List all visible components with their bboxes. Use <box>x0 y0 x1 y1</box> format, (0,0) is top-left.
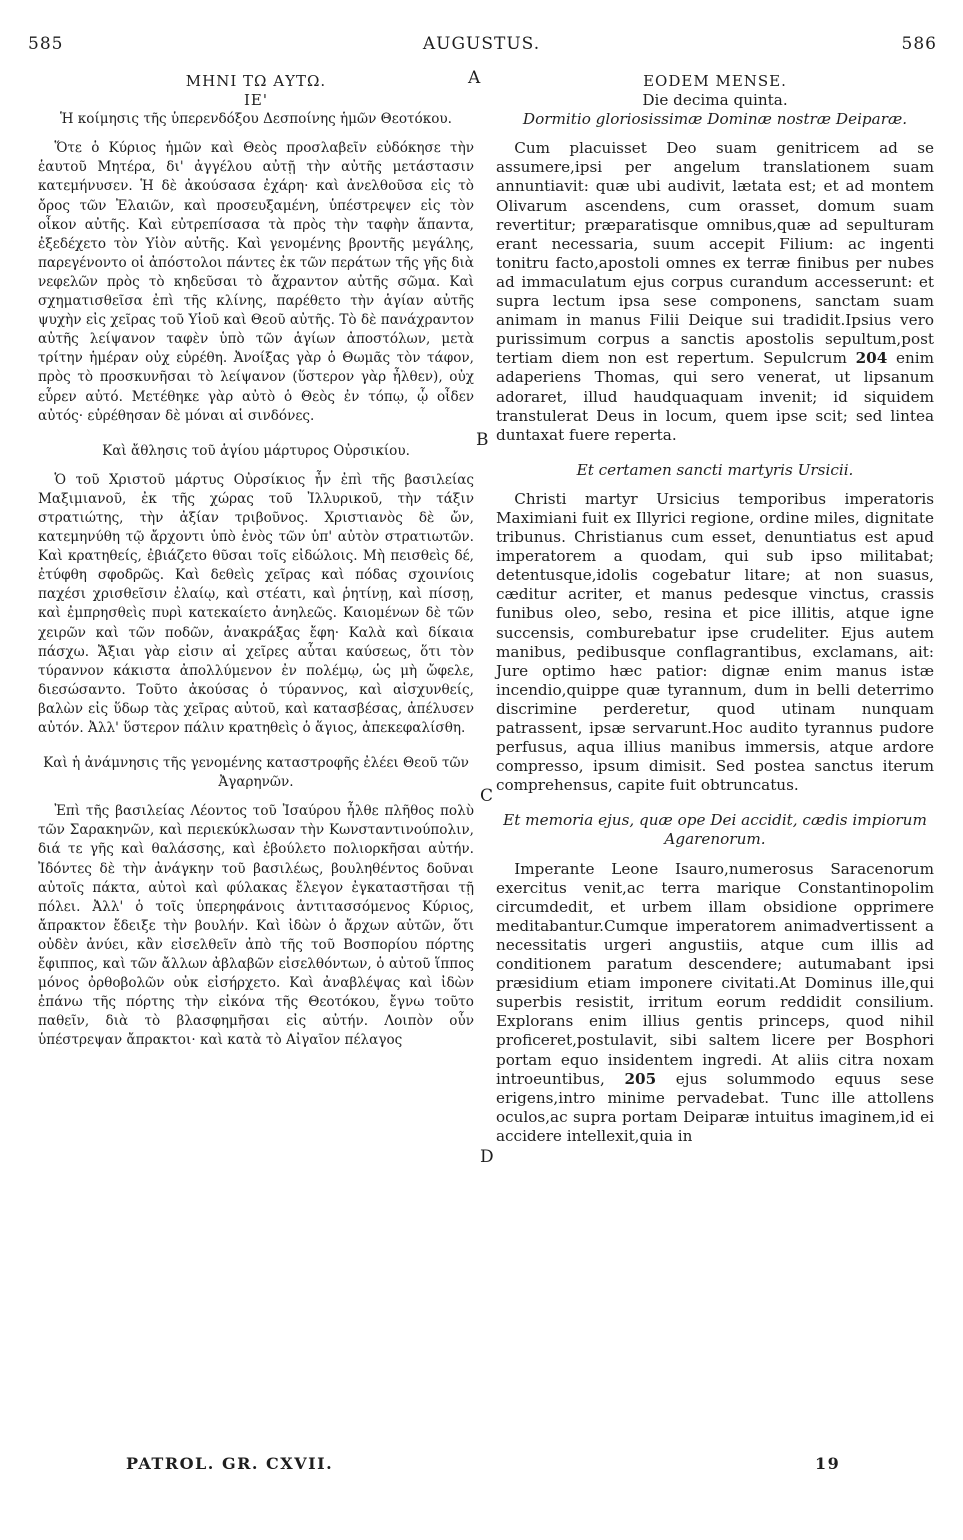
greek-heading-day: ΙΕ' <box>244 91 268 110</box>
greek-heading-ursicius: Καὶ ἄθλησις τοῦ ἁγίου μάρτυρος Οὐρσικίου. <box>102 442 410 459</box>
greek-paragraph-ursicius: Ὁ τοῦ Χριστοῦ μάρτυς Οὐρσίκιος ἦν ἐπὶ τῆς βασιλείας Μαξιμιανοῦ, ἐκ τῆς χώρας τοῦ Ἰλλυρικοῦ, τὴν τάξιν στρατιώτης, τὴν ἀξίαν τριβοῦνος. Χριστιανὸς δὲ ὤν, κατεμηνύθη τῷ ἄρχοντι ὑπὸ ἑνὸς τῶν ὑπ' αὐτὸν στρατιωτῶν. Καὶ κρατηθείς, ἐβιάζετο θῦσαι τοῖς εἰδώλοις. Μὴ πεισθεὶς δέ, ἐτύφθη σφοδρῶς. Καὶ δεθεὶς χεῖρας καὶ πόδας σχοινίοις παχέσι χρισθεῖσιν ἐλαίῳ, καὶ στέατι, καὶ ῥητίνῃ, καὶ πίσσῃ, καὶ ἐμπρησθεὶς πυρὶ κατεκαίετο ἀνηλεῶς. Καιομένων δὲ τῶν χειρῶν καὶ τῶν ποδῶν, ἀνακράξας ἔφη· Καλὰ καὶ δίκαια πάσχω. Ἄξιαι γὰρ εἰσιν αἱ χεῖρες αὗται καύσεως, ὅτι τὸν τύραννον κάκιστα ἀπολλύμενον ἐν πολέμῳ, ὡς μὴ ὤφελε, διεσώσαντο. Τοῦτο ἀκούσας ὁ τύραννος, καὶ αἰσχυνθείς, βαλὼν εἰς ὕδωρ τὰς χεῖρας αὐτοῦ, καὶ κατασβέσας, ἀπέλυσεν αὐτόν. Ἀλλ' ὕστερον πάλιν κρατηθεὶς ὁ ἅγιος, ἀπεκεφαλίσθη. <box>38 471 474 736</box>
latin-heading-dormition: Dormitio gloriosissimæ Dominæ nostræ Deiparæ. <box>522 110 908 129</box>
latin-heading-month: EODEM MENSE. <box>643 72 787 90</box>
latin-column <box>496 72 934 1146</box>
latin-text-agarenes-2: ejus solummodo equus sese erigens,intro minime pervadebat. Tunc ille attollens oculos,ac supra portam Deiparæ intuitus imaginem,id ei accidere intellexit,quia in <box>496 1069 934 1145</box>
latin-text-agarenes-1: Imperante Leone Isauro,numerosus Saracenorum exercitus venit,ac terra marique Constantinopolim circumdedit, et urbem illam obsidione opprimere meditabantur.Cumque imperatorem animadvertissent a necessitatis urgeri angustiis, atque cum illis ad conditionem paratum descendere; autumabant ipsi præsidium etiam imponere civitati.At Dominus ille,qui superbis resistit, irritum eorum reddidit consilium. Explorans enim illius gentis princeps, quod nihil proficeret,postulavit, sibi saltem licere per Bosphori portam equo insidentem ingredi. At aliis citra noxam introeuntibus, <box>496 859 934 1088</box>
latin-heading-day: Die decima quinta. <box>642 91 788 110</box>
page-number-left: 585 <box>28 34 64 54</box>
greek-paragraph-agarenes: Ἐπὶ τῆς βασιλείας Λέοντος τοῦ Ἰσαύρου ἦλθε πλῆθος πολὺ τῶν Σαρακηνῶν, καὶ περιεκύκλωσαν τὴν Κωνσταντινούπολιν, διά τε γῆς καὶ θαλάσσης, καὶ ἐβούλετο πολιορκῆσαι αὐτήν. Ἰδόντες δὲ τὴν ἀνάγκην τοῦ βασιλέως, βουληθέντος δοῦναι αὐτοῖς πάκτα, αὐτοὶ καὶ φύλακας ἔλεγον ἐγκαταστῆσαι τῇ πόλει. Ἀλλ' ὁ τοῖς ὑπερηφάνοις ἀντιτασσόμενος Κύριος, ἄπρακτον ἔδειξε τὴν βουλήν. Καὶ ἰδὼν ὁ ἄρχων αὐτῶν, ὅτι οὐδὲν ἀνύει, κἂν εἰσελθεῖν ἀπὸ τῆς τοῦ Βοσπορίου πόρτης ἔφιππος, καὶ τῶν ἄλλων ἀβλαβῶν εἰσελθόντων, ὁ αὐτοῦ ἵππος μόνος ὀρθοβολῶν οὐκ εἰσήρχετο. Καὶ ἀναβλέψας καὶ ἰδὼν ἐπάνω τῆς πόρτης τὴν εἰκόνα τῆς Θεοτόκου, ἔγνω τοῦτο παθεῖν, διὰ τὸ βλασφημῆσαι εἰς αὐτήν. Λοιπὸν οὖν ὑπέστρεψαν ἄπρακτοι· καὶ κατὰ τὸ Αἰγαῖον πέλαγος <box>38 803 474 1049</box>
margin-marker-c: C <box>480 786 494 806</box>
latin-paragraph-agarenes <box>496 860 934 1146</box>
latin-heading-ursicius: Et certamen sancti martyris Ursicii. <box>576 460 854 479</box>
column-number-205: 205 <box>624 1069 657 1088</box>
greek-heading-agarenes: Καὶ ἡ ἀνάμνησις τῆς γενομένης καταστροφῆς ἐλέει Θεοῦ τῶν Ἀγαρηνῶν. <box>43 755 469 791</box>
footer-patrologia: PATROL. GR. CXVII. <box>126 1454 334 1473</box>
latin-heading-agarenes: Et memoria ejus, quæ ope Dei accidit, cædis impiorum Agarenorum. <box>503 811 927 849</box>
column-number-204: 204 <box>855 349 888 368</box>
greek-paragraph-dormition: Ὅτε ὁ Κύριος ἡμῶν καὶ Θεὸς προσλαβεῖν εὐδόκησε τὴν ἑαυτοῦ Μητέρα, δι' ἀγγέλου αὐτῇ τὴν αὐτῆς μετάστασιν κατεμήνυσεν. Ἡ δὲ ἀκούσασα ἐχάρη· καὶ ἀνελθοῦσα εἰς τὸ ὄρος τῶν Ἐλαιῶν, καὶ προσευξαμένη, ὑπέστρεψεν εἰς τὸν οἶκον αὐτῆς. Καὶ εὐτρεπίσασα τὰ πρὸς τὴν ταφὴν ἅπαντα, ἐξεδέχετο τὸν Υἱὸν αὐτῆς. Καὶ γενομένης βροντῆς μεγάλης, παρεγένοντο οἱ ἀπόστολοι πάντες ἐκ τῶν περάτων τῆς γῆς διὰ νεφελῶν πρὸς τὸ κηδεῦσαι τὸ ἄχραντον αὐτῆς σῶμα. Καὶ σχηματισθεῖσα ἐπὶ τῆς κλίνης, παρέθετο τὴν ἁγίαν αὐτῆς ψυχὴν εἰς χεῖρας τοῦ Υἱοῦ καὶ Θεοῦ αὐτῆς. Τὸ δὲ πανάχραντον αὐτῆς λείψανον ταφὲν ὑπὸ τῶν ἁγίων ἀποστόλων, μετὰ τρίτην ἡμέραν οὐχ εὑρέθη. Ἀνοίξας γὰρ ὁ Θωμᾶς τὸν τάφον, πρὸς τὸ προσκυνῆσαι τὸ λείψανον (ὕστερον γὰρ ἦλθεν), οὐχ εὗρεν αὐτό. Μετέθηκε γὰρ αὐτὸ ὁ Θεὸς ἐν τόπῳ, ᾧ οἶδεν αὐτός· εὑρέθησαν δὲ μόναι αἱ σινδόνες. <box>38 140 474 424</box>
margin-marker-d: D <box>480 1147 494 1167</box>
latin-paragraph-ursicius: Christi martyr Ursicius temporibus imperatoris Maximiani fuit ex Illyrici regione, ordine miles, dignitate tribunus. Christianus cum esset, denuntiatus est apud imperatorem a quodam, qui sub ipso militabat; detentusque,idolis cogebatur litare; at non suasus, cæditur acriter, et manus pedesque vinctus, crassis funibus oleo, sebo, resina et pice illitis, atque igne succensis, comburebatur ipse crudeliter. Ejus autem manibus, pedibusque conflagrantibus, exclamans, ait: Jure optimo hæc patior: dignæ enim manus istæ incendio,quippe quæ tyrannum, dum in belli deterrimo discrimine perderetur, quod utinam nunquam patrassent, ipsæ servarunt.Hoc audito tyrannus pudore perfusus, aqua illius manibus immersis, atque ardore compresso, ipsum dimisit. Sed postea sanctus iterum comprehensus, capite fuit obtruncatus. <box>496 489 934 795</box>
latin-text-dormition-2: enim adaperiens Thomas, qui sero venerat, ut lipsanum adoraret, illud haudquaquam invenit; id siquidem transtulerat Deus in locum, quem ipse scit; sed lintea duntaxat fuere reperta. <box>496 349 935 444</box>
greek-column <box>38 72 474 1051</box>
latin-paragraph-dormition <box>496 139 934 445</box>
greek-heading-month: ΜΗΝΙ ΤΩ ΑΥΤΩ. <box>185 72 327 90</box>
margin-marker-a: A <box>468 68 481 88</box>
page-number-right: 586 <box>901 34 937 54</box>
footer-signature-number: 19 <box>815 1454 841 1473</box>
latin-text-dormition-1: Cum placuisset Deo suam genitricem ad se assumere,ipsi per angelum translationem suam annuntiavit: quæ ubi audivit, lætata est; et ad montem Olivarum ascendens, cum orasset, domum suam revertitur; præparatisque omnibus,quæ ad sepulturam erant necessaria, suum accepit Filium: ac ingenti tonitru facto,apostoli omnes ex terræ finibus per nubes ad immaculatum ejus corpus curandum accesserunt: et supra lectum ipsa sese componens, sanctam suam animam in manus Filii Deique sui tradidit.Ipsius vero purissimum corpus a sanctis apostolis sepultum,post tertiam diem non est repertum. Sepulcrum <box>496 139 934 368</box>
margin-marker-b: B <box>476 430 489 450</box>
greek-heading-dormition: Ἡ κοίμησις τῆς ὑπερενδόξου Δεσποίνης ἡμῶν Θεοτόκου. <box>59 111 453 128</box>
running-title: AUGUSTUS. <box>422 34 541 54</box>
